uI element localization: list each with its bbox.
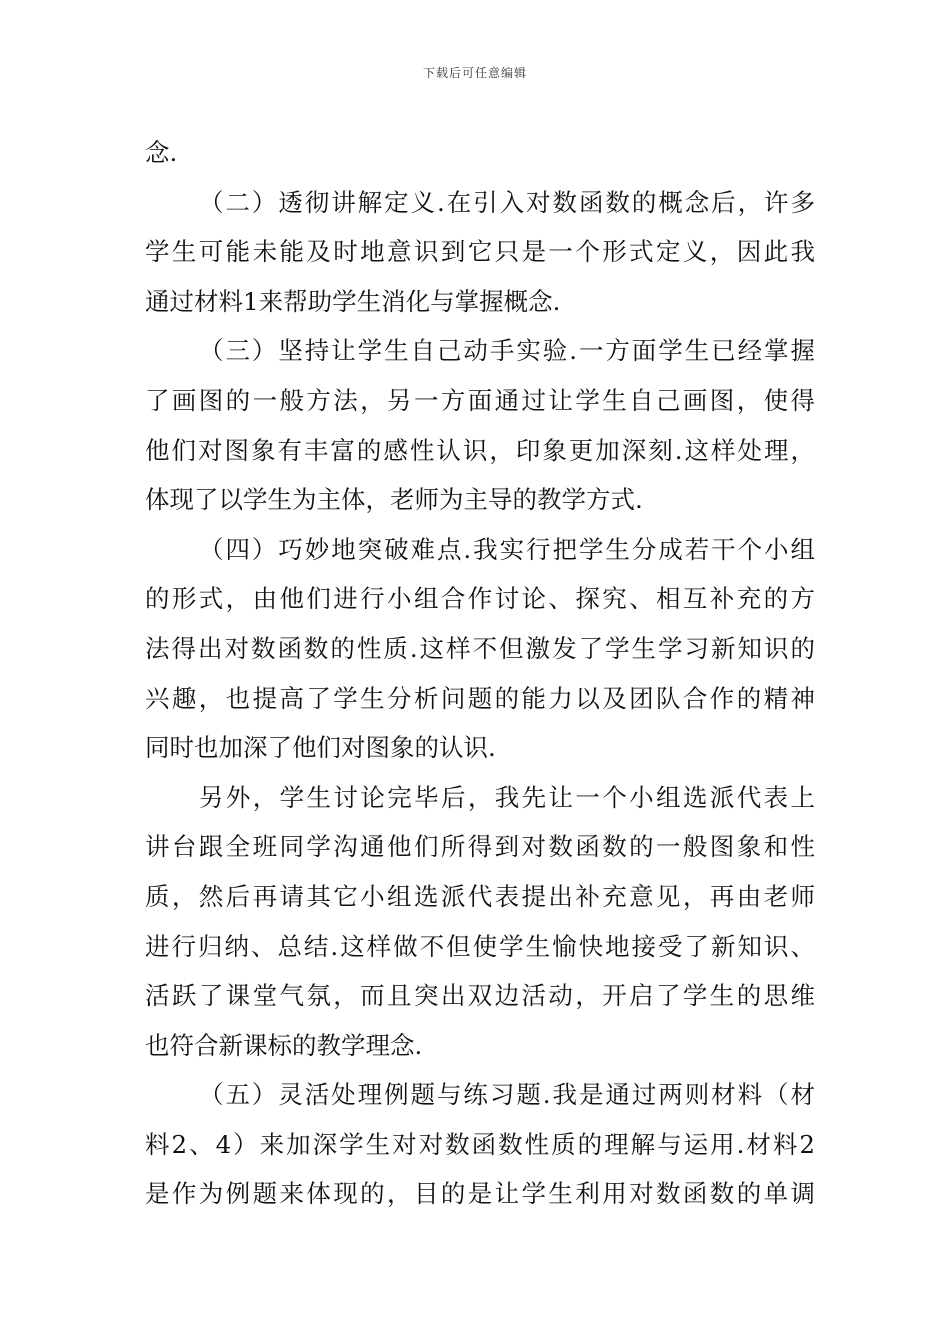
- page-header: 下载后可任意编辑: [422, 66, 527, 80]
- paragraph-3-line: 他们对图象有丰富的感性认识，印象更加深刻.这样处理，: [145, 435, 815, 465]
- paragraph-4-line: 兴趣，也提高了学生分析问题的能力以及团队合作的精神: [145, 683, 815, 713]
- paragraph-4-line: （四）巧妙地突破难点.我实行把学生分成若干个小组: [199, 534, 815, 564]
- paragraph-4-line: 的形式，由他们进行小组合作讨论、探究、相互补充的方: [145, 584, 815, 614]
- paragraph-3-line: （三）坚持让学生自己动手实验.一方面学生已经掌握: [199, 336, 815, 366]
- paragraph-5-line: 质，然后再请其它小组选派代表提出补充意见，再由老师: [145, 881, 815, 911]
- paragraph-2-line: （二）透彻讲解定义.在引入对数函数的概念后，许多: [199, 187, 815, 217]
- paragraph-5-line: 活跃了课堂气氛，而且突出双边活动，开启了学生的思维: [145, 981, 815, 1011]
- paragraph-2-line: 学生可能未能及时地意识到它只是一个形式定义，因此我: [145, 237, 815, 267]
- paragraph-4-line: 法得出对数函数的性质.这样不但激发了学生学习新知识的: [145, 633, 815, 663]
- paragraph-4-line: 同时也加深了他们对图象的认识.: [145, 733, 496, 763]
- paragraph-3-line: 了画图的一般方法，另一方面通过让学生自己画图，使得: [145, 385, 815, 415]
- paragraph-3-line: 体现了以学生为主体，老师为主导的教学方式.: [145, 485, 643, 515]
- paragraph-5-line: 另外，学生讨论完毕后，我先让一个小组选派代表上: [199, 782, 815, 812]
- paragraph-5-line: 进行归纳、总结.这样做不但使学生愉快地接受了新知识、: [145, 931, 815, 961]
- paragraph-6-line: 料2、4）来加深学生对对数函数性质的理解与运用.材料2: [145, 1129, 815, 1159]
- paragraph-2-line: 通过材料1来帮助学生消化与掌握概念.: [145, 286, 561, 316]
- paragraph-6-line: （五）灵活处理例题与练习题.我是通过两则材料（材: [199, 1080, 815, 1110]
- paragraph-5-line: 也符合新课标的教学理念.: [145, 1030, 423, 1060]
- document-body: [145, 128, 815, 1219]
- paragraph-6-line: 是作为例题来体现的，目的是让学生利用对数函数的单调: [145, 1179, 815, 1209]
- text-line: 念.: [145, 138, 178, 167]
- paragraph-5-line: 讲台跟全班同学沟通他们所得到对数函数的一般图象和性: [145, 832, 815, 862]
